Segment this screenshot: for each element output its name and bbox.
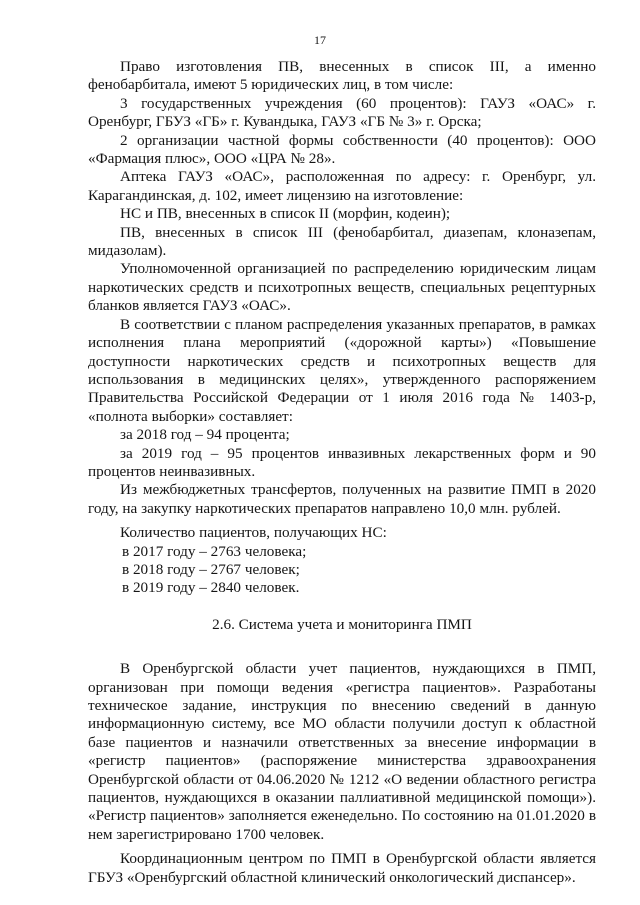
paragraph-private-organizations: 2 организации частной формы собственности (40 процентов): ООО «Фармация плюс», ООО «ЦРА № 28». bbox=[88, 131, 596, 168]
document-body bbox=[88, 58, 596, 887]
paragraph-distribution-plan: В соответствии с планом распределения указанных препаратов, в рамках исполнения плана мероприятий («дорожной карты») «Повышение доступности наркотических средств и психотропных веществ для использования в медицинских целях», утвержденного распоряжением Правительства Российской Федерации от 1 июля 2016 года № 1403-р, «полнота выборки» составляет: bbox=[88, 315, 596, 425]
section-heading: 2.6. Система учета и мониторинга ПМП bbox=[212, 615, 472, 633]
paragraph-state-institutions: 3 государственных учреждения (60 процентов): ГАУЗ «ОАС» г. Оренбург, ГБУЗ «ГБ» г. Кувандыка, ГАУЗ «ГБ № 3» г. Орска; bbox=[88, 94, 596, 131]
paragraph-phenobarbital-rights: Право изготовления ПВ, внесенных в список III, а именно фенобарбитала, имеют 5 юридических лиц, в том числе: bbox=[88, 58, 596, 94]
paragraph-year-2019: за 2019 год – 95 процентов инвазивных лекарственных форм и 90 процентов неинвазивных. bbox=[88, 444, 596, 480]
paragraph-list-ii: НС и ПВ, внесенных в список II (морфин, кодеин); bbox=[120, 205, 451, 223]
paragraph-year-2018: за 2018 год – 94 процента; bbox=[120, 426, 290, 444]
patients-title: Количество пациентов, получающих НС: bbox=[120, 524, 387, 542]
patients-2017: в 2017 году – 2763 человека; bbox=[122, 542, 307, 560]
patients-2019: в 2019 году – 2840 человек. bbox=[122, 579, 300, 597]
paragraph-authorized-organization: Уполномоченной организацией по распределению юридическим лицам наркотических средств и психотропных веществ, специальных рецептурных бланков является ГАУЗ «ОАС». bbox=[88, 260, 596, 315]
paragraph-pharmacy-license: Аптека ГАУЗ «ОАС», расположенная по адресу: г. Оренбург, ул. Карагандинская, д. 102, имеет лицензию на изготовление: bbox=[88, 168, 596, 204]
page-number: 17 bbox=[314, 33, 326, 47]
paragraph-transfers: Из межбюджетных трансфертов, полученных на развитие ПМП в 2020 году, на закупку наркотических препаратов направлено 10,0 млн. рублей. bbox=[88, 481, 596, 517]
patients-2018: в 2018 году – 2767 человек; bbox=[122, 560, 300, 578]
paragraph-list-iii: ПВ, внесенных в список III (фенобарбитал, диазепам, клоназепам, мидазолам). bbox=[88, 223, 596, 260]
paragraph-patient-registry: В Оренбургской области учет пациентов, нуждающихся в ПМП, организован при помощи ведения «регистра пациентов». Разработаны техническое задание, инструкция по внесению сведений в данную информационную систему, все МО области получили доступ к областной базе пациентов и назначили ответственных за внесение информации в «регистр пациентов» (распоряжение министерства здравоохранения Оренбургской области от 04.06.2020 № 1212 «О ведении областного регистра пациентов, нуждающихся в оказании паллиативной медицинской помощи»). «Регистр пациентов» заполняется еженедельно. По состоянию на 01.01.2020 в нем зарегистрировано 1700 человек. bbox=[88, 660, 596, 843]
paragraph-coordination-center: Координационным центром по ПМП в Оренбургской области является ГБУЗ «Оренбургский областной клинический онкологический диспансер». bbox=[88, 850, 596, 886]
